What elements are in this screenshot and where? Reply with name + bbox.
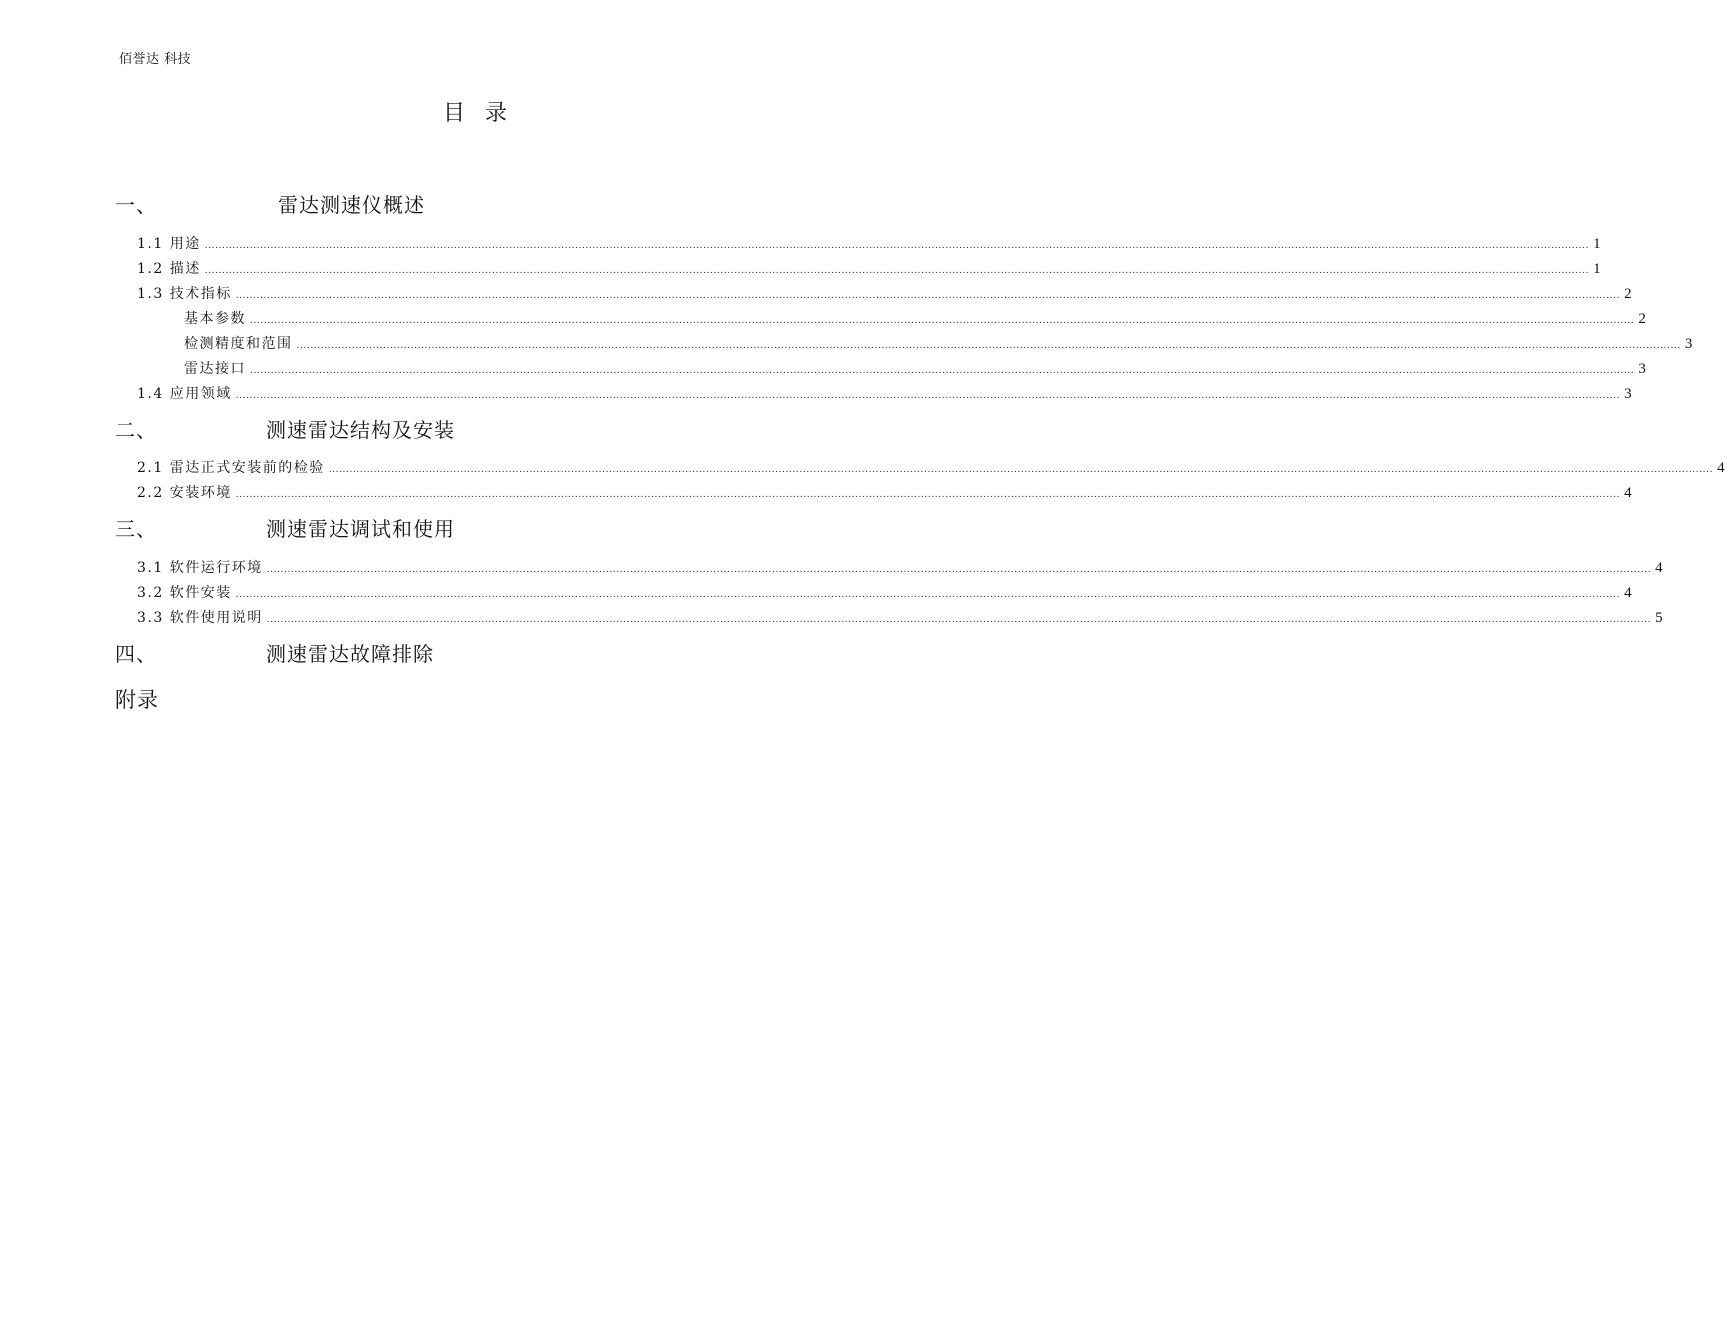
dot-leader: ................................................................................................................................................................................................................................................................................................................................................................................................................ <box>235 391 1621 401</box>
entry-label: 3.2 软件安装 <box>137 585 232 601</box>
entry-page: 3 <box>1638 361 1646 377</box>
dot-leader: ................................................................................................................................................................................................................................................................................................................................................................................................................ <box>250 366 1635 376</box>
entry-page: 2 <box>1624 286 1632 302</box>
entry-label: 3.3 软件使用说明 <box>137 610 263 626</box>
entry-page: 4 <box>1717 460 1725 476</box>
toc-entry-3-2[interactable] <box>137 582 1632 602</box>
chapter-title: 测速雷达调试和使用 <box>266 517 455 541</box>
dot-leader: ................................................................................................................................................................................................................................................................................................................................................................................................................ <box>296 341 1681 351</box>
entry-label: 1.1 用途 <box>137 236 201 252</box>
toc-entry-3-1[interactable] <box>137 557 1663 577</box>
toc-entry-radar-interface[interactable] <box>184 358 1646 378</box>
entry-page: 3 <box>1684 336 1693 352</box>
entry-page: 4 <box>1624 485 1632 501</box>
dot-leader: ................................................................................................................................................................................................................................................................................................................................................................................................................ <box>204 241 1590 251</box>
entry-label: 检测精度和范围 <box>184 336 293 352</box>
dot-leader: ................................................................................................................................................................................................................................................................................................................................................................................................................ <box>266 565 1652 575</box>
entry-page: 4 <box>1624 585 1632 601</box>
chapter-number: 一、 <box>115 193 157 217</box>
entry-label: 3.1 软件运行环境 <box>137 560 263 576</box>
dot-leader: ................................................................................................................................................................................................................................................................................................................................................................................................................ <box>235 291 1621 301</box>
entry-label: 基本参数 <box>184 311 246 327</box>
entry-page: 1 <box>1593 261 1601 277</box>
entry-label: 1.4 应用领域 <box>137 386 232 402</box>
entry-page: 4 <box>1655 560 1663 576</box>
toc-entry-1-2[interactable] <box>137 258 1601 278</box>
chapter-title: 雷达测速仪概述 <box>278 193 425 217</box>
toc-entry-1-4[interactable] <box>137 383 1632 403</box>
entry-label: 1.3 技术指标 <box>137 286 232 302</box>
toc-entry-basic-params[interactable] <box>184 308 1646 328</box>
entry-label: 2.2 安装环境 <box>137 485 232 501</box>
toc-entry-2-1[interactable] <box>137 457 1725 477</box>
chapter-number: 三、 <box>115 517 157 541</box>
dot-leader: ................................................................................................................................................................................................................................................................................................................................................................................................................ <box>266 615 1652 625</box>
entry-page: 2 <box>1638 311 1646 327</box>
entry-page: 3 <box>1624 386 1632 402</box>
chapter-title: 测速雷达结构及安装 <box>266 418 455 442</box>
page-header: 佰誉达 科技 <box>119 52 192 67</box>
toc-entry-3-3[interactable] <box>137 607 1663 627</box>
chapter-number: 二、 <box>115 418 157 442</box>
dot-leader: ................................................................................................................................................................................................................................................................................................................................................................................................................ <box>235 490 1621 500</box>
entry-label: 1.2 描述 <box>137 261 201 277</box>
dot-leader: ................................................................................................................................................................................................................................................................................................................................................................................................................ <box>235 590 1621 600</box>
toc-title: 目录 <box>442 101 527 126</box>
chapter-title: 测速雷达故障排除 <box>266 642 434 666</box>
entry-page: 1 <box>1593 236 1601 252</box>
entry-label: 2.1 雷达正式安装前的检验 <box>137 460 325 476</box>
entry-page: 5 <box>1655 610 1663 626</box>
entry-label: 雷达接口 <box>184 361 246 377</box>
toc-entry-1-3[interactable] <box>137 283 1632 303</box>
dot-leader: ................................................................................................................................................................................................................................................................................................................................................................................................................ <box>250 316 1635 326</box>
chapter-number: 四、 <box>115 642 157 666</box>
toc-entry-accuracy-range[interactable] <box>184 333 1693 353</box>
dot-leader: ................................................................................................................................................................................................................................................................................................................................................................................................................ <box>204 266 1590 276</box>
toc-appendix[interactable]: 附录 <box>115 688 159 712</box>
dot-leader: ................................................................................................................................................................................................................................................................................................................................................................................................................ <box>328 465 1714 475</box>
toc-entry-1-1[interactable] <box>137 233 1601 253</box>
toc-entry-2-2[interactable] <box>137 482 1632 502</box>
